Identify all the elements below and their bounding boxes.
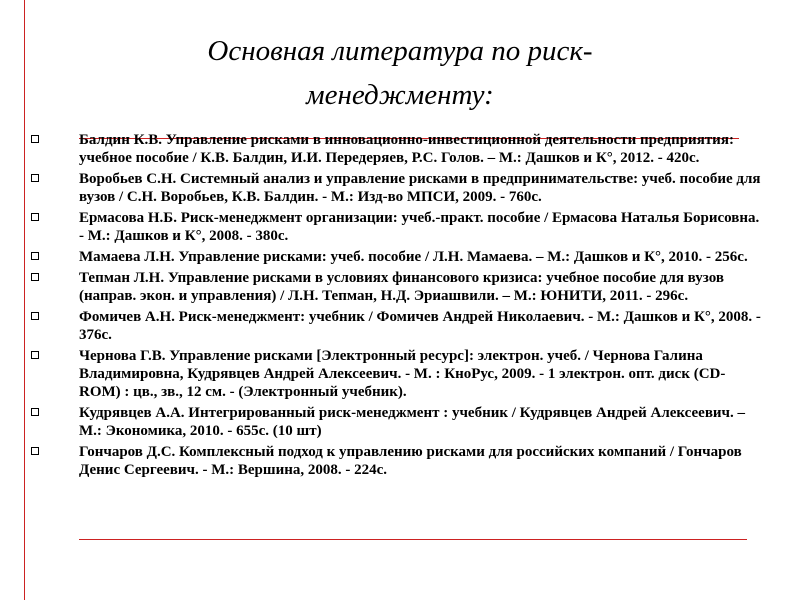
hollow-square-bullet-icon [31,252,39,260]
hollow-square-bullet-icon [31,447,39,455]
list-item-text: Балдин К.В. Управление рисками в инновационно-инвестиционной деятельности предприятия: учебное пособие / К.В. Балдин, И.И. Передеряев, Р.С. Голов. – М.: Дашков и К°, 2012. - 420с. [79,132,734,166]
decorative-horizontal-line-bottom [79,539,747,540]
hollow-square-bullet-icon [31,135,39,143]
list-item [30,248,765,266]
list-item [30,347,765,401]
hollow-square-bullet-icon [31,312,39,320]
hollow-square-bullet-icon [31,408,39,416]
list-item-text: Воробьев С.Н. Системный анализ и управление рисками в предпринимательстве: учеб. пособие для вузов / С.Н. Воробьев, К.В. Балдин. - М.: Изд-во МПСИ, 2009. - 760с. [79,171,761,205]
list-item [30,443,765,479]
hollow-square-bullet-icon [31,213,39,221]
list-item-text: Фомичев А.Н. Риск-менеджмент: учебник / Фомичев Андрей Николаевич. - М.: Дашков и К°, 2008. - 376с. [79,309,761,343]
list-item-text: Ермасова Н.Б. Риск-менеджмент организации: учеб.-практ. пособие / Ермасова Наталья Борисовна. - М.: Дашков и К°, 2008. - 380с. [79,210,760,244]
decorative-vertical-line [24,0,25,600]
list-item [30,308,765,344]
list-item [30,269,765,305]
list-item [30,404,765,440]
list-item-text: Гончаров Д.С. Комплексный подход к управлению рисками для российских компаний / Гончаров Денис Сергеевич. - М.: Вершина, 2008. - 224с. [79,444,742,478]
hollow-square-bullet-icon [31,351,39,359]
list-item [30,170,765,206]
slide-title: Основная литература по риск-менеджменту: [207,35,593,112]
list-item-text: Чернова Г.В. Управление рисками [Электронный ресурс]: электрон. учеб. / Чернова Галина Владимировна, Кудрявцев Андрей Алексеевич. - М. : КноРус, 2009. - 1 электрон. опт. диск (CD-ROM) : цв., зв., 12 см. - (Электронный учебник). [79,348,726,400]
list-item [30,209,765,245]
list-item-text: Кудрявцев А.А. Интегрированный риск-менеджмент : учебник / Кудрявцев Андрей Алексеевич. – М.: Экономика, 2010. - 655с. (10 шт) [79,405,746,439]
hollow-square-bullet-icon [31,174,39,182]
list-item [30,131,765,167]
literature-list [30,131,765,482]
list-item-text: Тепман Л.Н. Управление рисками в условиях финансового кризиса: учебное пособие для вузов (направ. экон. и управления) / Л.Н. Тепман, Н.Д. Эриашвили. – М.: ЮНИТИ, 2011. - 296с. [79,270,724,304]
hollow-square-bullet-icon [31,273,39,281]
list-item-text: Мамаева Л.Н. Управление рисками: учеб. пособие / Л.Н. Мамаева. – М.: Дашков и К°, 2010. - 256с. [79,249,748,265]
